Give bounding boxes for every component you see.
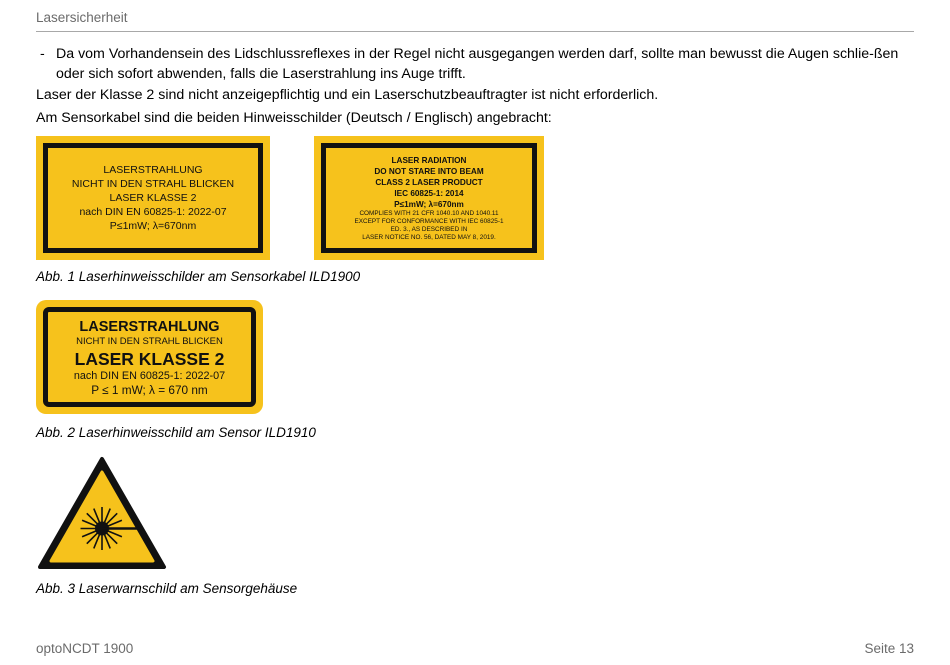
label-line: EXCEPT FOR CONFORMANCE WITH IEC 60825-1 (354, 217, 504, 225)
label-line: nach DIN EN 60825-1: 2022-07 (79, 206, 227, 218)
paragraph-sensor-cable: Am Sensorkabel sind die beiden Hinweisschilder (Deutsch / Englisch) angebracht: (36, 110, 552, 126)
label-line: P ≤ 1 mW; λ = 670 nm (91, 382, 208, 397)
label-line: IEC 60825-1: 2014 (394, 188, 464, 198)
laser-label-german-frame (43, 143, 263, 253)
label-line: LASER RADIATION (391, 155, 467, 165)
label-line: LASER NOTICE NO. 56, DATED MAY 8, 2019. (362, 233, 496, 241)
laser-label-english-frame (321, 143, 537, 253)
laser-label-sensor (36, 300, 263, 414)
laser-label-sensor-frame (43, 307, 256, 407)
label-line: nach DIN EN 60825-1: 2022-07 (73, 369, 226, 382)
label-line: P≤1mW; λ=670nm (394, 199, 464, 209)
figure-caption-2: Abb. 2 Laserhinweisschild am Sensor ILD1910 (36, 425, 316, 440)
laser-warning-triangle-icon (36, 455, 168, 572)
label-line: LASER KLASSE 2 (109, 192, 197, 204)
label-line: LASERSTRAHLUNG (103, 164, 203, 176)
paragraph-laser-class: Laser der Klasse 2 sind nicht anzeigepflichtig und ein Laserschutzbeauftragter ist nicht erforderlich. (36, 87, 659, 103)
label-line: P≤1mW; λ=670nm (109, 220, 197, 232)
label-line: DO NOT STARE INTO BEAM (374, 166, 484, 176)
footer-page-number: Seite 13 (864, 641, 914, 656)
label-line: LASER KLASSE 2 (74, 348, 225, 369)
figure-caption-1: Abb. 1 Laserhinweisschilder am Sensorkabel ILD1900 (36, 269, 361, 284)
laser-label-english (314, 136, 544, 260)
label-line: ED. 3., AS DESCRIBED IN (390, 225, 468, 233)
bullet-dash: - (40, 46, 45, 62)
page-header-title: Lasersicherheit (36, 10, 128, 25)
label-line: COMPLIES WITH 21 CFR 1040.10 AND 1040.11 (359, 209, 499, 217)
label-line: NICHT IN DEN STRAHL BLICKEN (76, 335, 223, 347)
label-line: CLASS 2 LASER PRODUCT (375, 177, 483, 187)
footer-product: optoNCDT 1900 (36, 641, 134, 656)
figure-caption-3: Abb. 3 Laserwarnschild am Sensorgehäuse (36, 581, 298, 596)
bullet-text: Da vom Vorhandensein des Lidschlussreflexes in der Regel nicht ausgegangen werden darf, sollte man bewusst die Augen schlie-ßen oder sich sofort abwenden, falls die Laserstrahlung ins Auge trifft. (56, 46, 899, 82)
header-divider (36, 31, 914, 32)
laser-label-german (36, 136, 270, 260)
label-line: LASERSTRAHLUNG (79, 318, 220, 335)
label-line: NICHT IN DEN STRAHL BLICKEN (71, 178, 235, 190)
